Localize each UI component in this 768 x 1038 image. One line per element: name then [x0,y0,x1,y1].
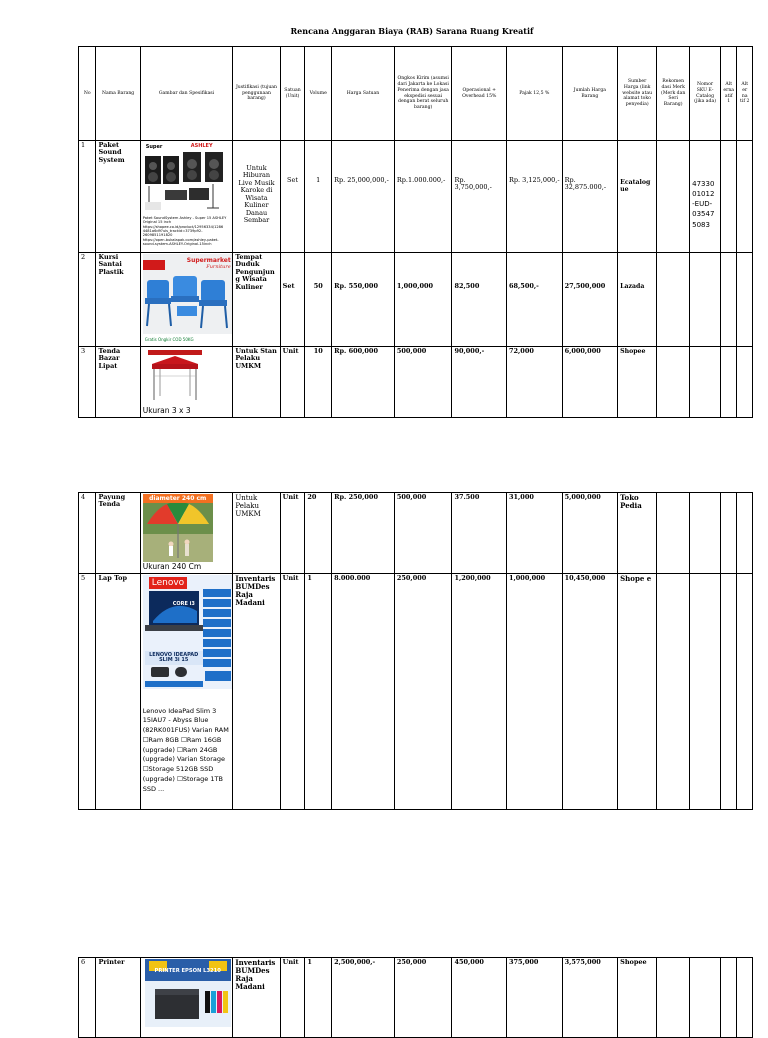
row-satuan: Set [280,253,305,347]
row-sku [690,573,721,809]
row-no: 1 [79,141,96,253]
row-operasional: 90,000,- [452,347,507,418]
row-volume: 20 [305,493,332,574]
row-alt1 [721,573,737,809]
rab-table-part-1 [78,46,753,418]
row-alt2 [737,573,753,809]
row-sumber: Shopee [618,958,657,1038]
row-sumber: Toko Pedia [618,493,657,574]
chairs-footer: Gratis Ongkir COD 50KG [144,337,194,343]
row-operasional: 450,000 [452,958,507,1038]
umbrella-diameter-banner: diameter 240 cm [143,494,213,503]
table-row [79,573,753,809]
table-row [79,253,753,347]
row-pajak: 1,000,000 [507,573,563,809]
row-no: 4 [79,493,96,574]
chairs-label-supermarket: Supermarket [186,257,231,264]
laptop-description: Lenovo IdeaPad Slim 3 15IAU7 - Abyss Blue (82RK001FUS) Varian RAM ☐Ram 8GB ☐Ram 16GB (upgrade) ☐Ram 24GB (upgrade) Varian Storage ☐Storage 512GB SSD (upgrade) ☐Storage 1TB SSD ... [142,706,229,793]
row-nama: Printer [96,958,140,1038]
row-volume: 50 [305,253,332,347]
row-no: 3 [79,347,96,418]
row-sku [690,253,721,347]
intel-core-badge: CORE i3 [172,600,195,607]
row-alt1 [721,347,737,418]
row-pajak: 31,000 [507,493,563,574]
chairs-label-furniture: Furniture [206,264,231,270]
col-header-alt1: Alt erna atif 1 [721,47,737,141]
row-ongkir: Rp.1.000.000,- [394,141,452,253]
row-alt2 [737,493,753,574]
row-pajak: 68,500,- [507,253,563,347]
row-sku: 47330 01012 -EUD- 03547 5083 [690,141,721,253]
row-harga: Rp. 600,000 [332,347,395,418]
row-pajak: 375,000 [507,958,563,1038]
row-alt2 [737,958,753,1038]
row-satuan: Unit [280,958,305,1038]
col-header-ongkir: Ongkos Kirim (asumsi dari Jakarta ke Lokasi Penerima dengan jasa ekspedisi sesuai dengan berat seluruh barang) [394,47,452,141]
row-jumlah: 6,000,000 [562,347,618,418]
row-ongkir: 500,000 [394,347,452,418]
row-harga: Rp. 250,000 [332,493,395,574]
row-ongkir: 500,000 [394,493,452,574]
row-ongkir: 250,000 [394,573,452,809]
row-sku [690,347,721,418]
row-pajak: Rp. 3,125,000,- [507,141,563,253]
sound-system-image [143,142,227,214]
row-rekomendasi [657,493,690,574]
row-jumlah: 3,575,000 [562,958,618,1038]
row-volume: 1 [305,141,332,253]
row-harga: 2,500,000,- [332,958,395,1038]
row-operasional: Rp. 3,750,000,- [452,141,507,253]
row-sumber: Shope e [618,573,657,809]
laptop-image [143,575,233,689]
col-header-operasional: Operasional + Overhead 15% [452,47,507,141]
col-header-justifikasi: Justifikasi (tujuan penggunaan barang) [233,47,280,141]
row-harga: Rp. 25,000,000,- [332,141,395,253]
row-rekomendasi [657,573,690,809]
row-satuan: Unit [280,347,305,418]
col-header-rekomendasi: Rekomen dasi Merk (Merk dan Seri Barang) [657,47,690,141]
row-alt2 [737,253,753,347]
row-nama: Payung Tenda [96,493,140,574]
row-nama: Kursi Santai Plastik [96,253,140,347]
lenovo-logo: Lenovo [149,577,187,589]
rab-table-part-3 [78,957,753,1038]
col-header-alt2: Alt er na tif 2 [737,47,753,141]
col-header-no: No [79,47,96,141]
row-alt1 [721,493,737,574]
tent-size-caption: Ukuran 3 x 3 [142,406,191,415]
row-sumber: Ecatalog ue [618,141,657,253]
row-pajak: 72,000 [507,347,563,418]
table-row [79,958,753,1038]
row-alt2 [737,141,753,253]
row-ongkir: 1,000,000 [394,253,452,347]
umbrella-image [143,494,213,562]
row-gambar [140,141,233,253]
printer-model-label: PRINTER EPSON L3210 [154,968,221,974]
laptop-model-label: LENOVO IDEAPAD SLIM 3i 15 [149,651,199,664]
col-header-harga: Harga Satuan [332,47,395,141]
row-alt1 [721,141,737,253]
col-header-gambar: Gambar dan Spesifikasi [140,47,233,141]
col-header-volume: Volume [305,47,332,141]
row-satuan: Set [280,141,305,253]
row-sumber: Shopee [618,347,657,418]
row-justifikasi: Tempat Duduk Pengunjun g Wisata Kuliner [233,253,280,347]
row-justifikasi: Untuk Pelaku UMKM [233,493,280,574]
row-no: 2 [79,253,96,347]
sound-label-brand: ASHLEY [190,143,213,149]
row-harga: 8.000.000 [332,573,395,809]
rab-table-part-2 [78,492,753,810]
row-rekomendasi [657,347,690,418]
row-satuan: Unit [280,493,305,574]
row-harga: Rp. 550,000 [332,253,395,347]
table-row [79,141,753,253]
row-justifikasi: Untuk Hiburan Live Musik Karoke di Wisata Kuliner Danau Sembar [233,141,280,253]
col-header-sumber: Sumber Harga (link website atau alamat toko penyedia) [618,47,657,141]
row-volume: 1 [305,958,332,1038]
col-header-pajak: Pajak 12,5 % [507,47,563,141]
col-header-jumlah: Jumlah Harga Barang [562,47,618,141]
sound-label-super: Super [145,144,163,150]
row-nama: Paket Sound System [96,141,140,253]
sound-system-caption: Paket SoundSystem Ashley - Super 15 ASHLEY Original 15 inch https://shopee.co.id/product/12956334/1286 4481a6d9?uls_trackid=3739p92-2609851191820 https://open.bukalapak.com/ashley-paket-sound-system-ASHLEY-Original-15inch [142,216,227,246]
row-gambar [140,347,233,418]
row-gambar [140,493,233,574]
document-title: Rencana Anggaran Biaya (RAB) Sarana Ruang Kreatif [290,26,534,36]
row-nama: Lap Top [96,573,140,809]
printer-image [145,959,231,1027]
plastic-chairs-image [143,254,233,344]
row-justifikasi: Inventaris BUMDes Raja Madani [233,958,280,1038]
row-volume: 1 [305,573,332,809]
row-justifikasi: Untuk Stan Pelaku UMKM [233,347,280,418]
row-jumlah: 5,000,000 [562,493,618,574]
row-sku [690,958,721,1038]
row-sumber: Lazada [618,253,657,347]
row-volume: 10 [305,347,332,418]
row-jumlah: 27,500,000 [562,253,618,347]
row-no: 5 [79,573,96,809]
table-header-row [79,47,753,141]
row-satuan: Unit [280,573,305,809]
row-no: 6 [79,958,96,1038]
row-gambar [140,253,233,347]
row-justifikasi: Inventaris BUMDes Raja Madani [233,573,280,809]
col-header-sku: Nomor SKU E-Catalog (jika ada) [690,47,721,141]
col-header-satuan: Satuan (Unit) [280,47,305,141]
row-nama: Tenda Bazar Lipat [96,347,140,418]
row-ongkir: 250,000 [394,958,452,1038]
row-gambar [140,573,233,809]
table-row [79,493,753,574]
row-sku [690,493,721,574]
row-jumlah: 10,450,000 [562,573,618,809]
row-gambar [140,958,233,1038]
row-operasional: 37.500 [452,493,507,574]
row-rekomendasi [657,958,690,1038]
row-operasional: 1,200,000 [452,573,507,809]
col-header-nama: Nama Barang [96,47,140,141]
row-rekomendasi [657,141,690,253]
umbrella-size-caption: Ukuran 240 Cm [142,562,202,571]
row-alt2 [737,347,753,418]
folding-tent-image [146,348,204,404]
row-alt1 [721,253,737,347]
row-operasional: 82,500 [452,253,507,347]
row-jumlah: Rp. 32,875.000,- [562,141,618,253]
table-row [79,347,753,418]
row-alt1 [721,958,737,1038]
row-rekomendasi [657,253,690,347]
